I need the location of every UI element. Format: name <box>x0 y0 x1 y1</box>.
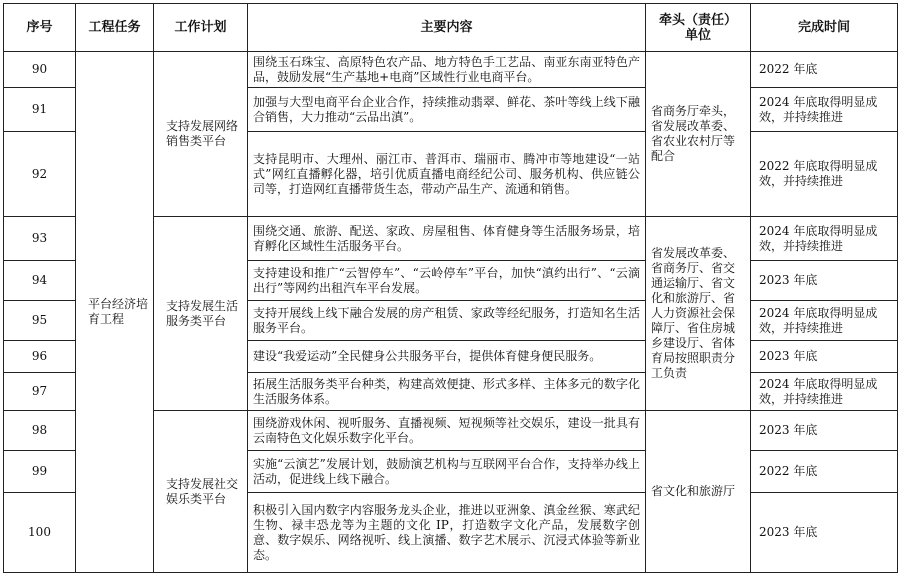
resp-life: 省发展改革委、省商务厅、省交通运输厅、省文化和旅游厅、省人力资源社会保障厅、省住房城乡建设厅、省体育局按照职责分工负责 <box>646 217 751 411</box>
row-time: 2024 年底取得明显成效，并持续推进 <box>751 88 898 132</box>
row-content: 围绕游戏休闲、视听服务、直播视频、短视频等社交娱乐，建设一批具有云南特色文化娱乐数字化平台。 <box>248 411 646 451</box>
row-number: 90 <box>4 52 76 88</box>
row-time: 2023 年底 <box>751 261 898 301</box>
plan-ent: 支持发展社交娱乐类平台 <box>154 411 248 573</box>
header-seq: 序号 <box>4 4 76 52</box>
row-number: 94 <box>4 261 76 301</box>
row-time: 2023 年底 <box>751 411 898 451</box>
row-content: 围绕玉石珠宝、高原特色农产品、地方特色手工艺品、南亚东南亚特色产品，鼓励发展“生产基地+电商”区域性行业电商平台。 <box>248 52 646 88</box>
row-content: 加强与大型电商平台企业合作，持续推动翡翠、鲜花、茶叶等线上线下融合销售，大力推动“云品出滇”。 <box>248 88 646 132</box>
row-content: 积极引入国内数字内容服务龙头企业，推进以亚洲象、滇金丝猴、寒武纪生物、禄丰恐龙等为主题的文化 IP，打造数字文化产品，发展数字创意、数字娱乐、网络视听、线上演播、数字艺术展示、沉浸式体验等新业态。 <box>248 493 646 573</box>
header-plan: 工作计划 <box>154 4 248 52</box>
row-content: 围绕交通、旅游、配送、家政、房屋租售、体育健身等生活服务场景，培育孵化区域性生活服务平台。 <box>248 217 646 261</box>
task-table <box>3 3 898 573</box>
row-time: 2022 年底取得明显成效，并持续推进 <box>751 132 898 217</box>
row-number: 95 <box>4 301 76 341</box>
header-content: 主要内容 <box>248 4 646 52</box>
header-row <box>4 4 898 52</box>
row-number: 100 <box>4 493 76 573</box>
table-row <box>4 52 898 88</box>
header-resp-line2: 单位 <box>684 27 711 43</box>
header-time: 完成时间 <box>751 4 898 52</box>
plan-sales: 支持发展网络销售类平台 <box>154 52 248 217</box>
row-number: 91 <box>4 88 76 132</box>
row-number: 98 <box>4 411 76 451</box>
row-time: 2022 年底 <box>751 451 898 493</box>
row-content: 支持开展线上线下融合发展的房产租赁、家政等经纪服务，打造知名生活服务平台。 <box>248 301 646 341</box>
resp-sales: 省商务厅牵头，省发展改革委、省农业农村厅等配合 <box>646 52 751 217</box>
header-resp-line1: 牵头（责任） <box>658 12 737 28</box>
row-content: 实施“云演艺”发展计划，鼓励演艺机构与互联网平台合作，支持举办线上活动，促进线上线下融合。 <box>248 451 646 493</box>
row-time: 2024 年底取得明显成效，并持续推进 <box>751 217 898 261</box>
row-time: 2023 年底 <box>751 341 898 373</box>
row-number: 92 <box>4 132 76 217</box>
header-task: 工程任务 <box>76 4 154 52</box>
row-time: 2024 年底取得明显成效，并持续推进 <box>751 301 898 341</box>
row-content: 拓展生活服务类平台种类，构建高效便捷、形式多样、主体多元的数字化生活服务体系。 <box>248 373 646 411</box>
resp-ent: 省文化和旅游厅 <box>646 411 751 573</box>
plan-life: 支持发展生活服务类平台 <box>154 217 248 411</box>
row-content: 支持昆明市、大理州、丽江市、普洱市、瑞丽市、腾冲市等地建设“一站式”网红直播孵化器，培引优质直播电商经纪公司、服务机构、供应链公司等，打造网红直播带货生态，带动产品生产、流通和销售。 <box>248 132 646 217</box>
row-content: 支持建设和推广“云智停车”、“云岭停车”平台，加快“滇约出行”、“云滴出行”等网约出租汽车平台发展。 <box>248 261 646 301</box>
row-number: 99 <box>4 451 76 493</box>
row-time: 2024 年底取得明显成效，并持续推进 <box>751 373 898 411</box>
row-number: 93 <box>4 217 76 261</box>
row-number: 96 <box>4 341 76 373</box>
row-content: 建设“我爱运动”全民健身公共服务平台，提供体育健身便民服务。 <box>248 341 646 373</box>
task-cell: 平台经济培育工程 <box>76 52 154 573</box>
row-time: 2023 年底 <box>751 493 898 573</box>
row-number: 97 <box>4 373 76 411</box>
header-resp <box>646 4 751 52</box>
row-time: 2022 年底 <box>751 52 898 88</box>
